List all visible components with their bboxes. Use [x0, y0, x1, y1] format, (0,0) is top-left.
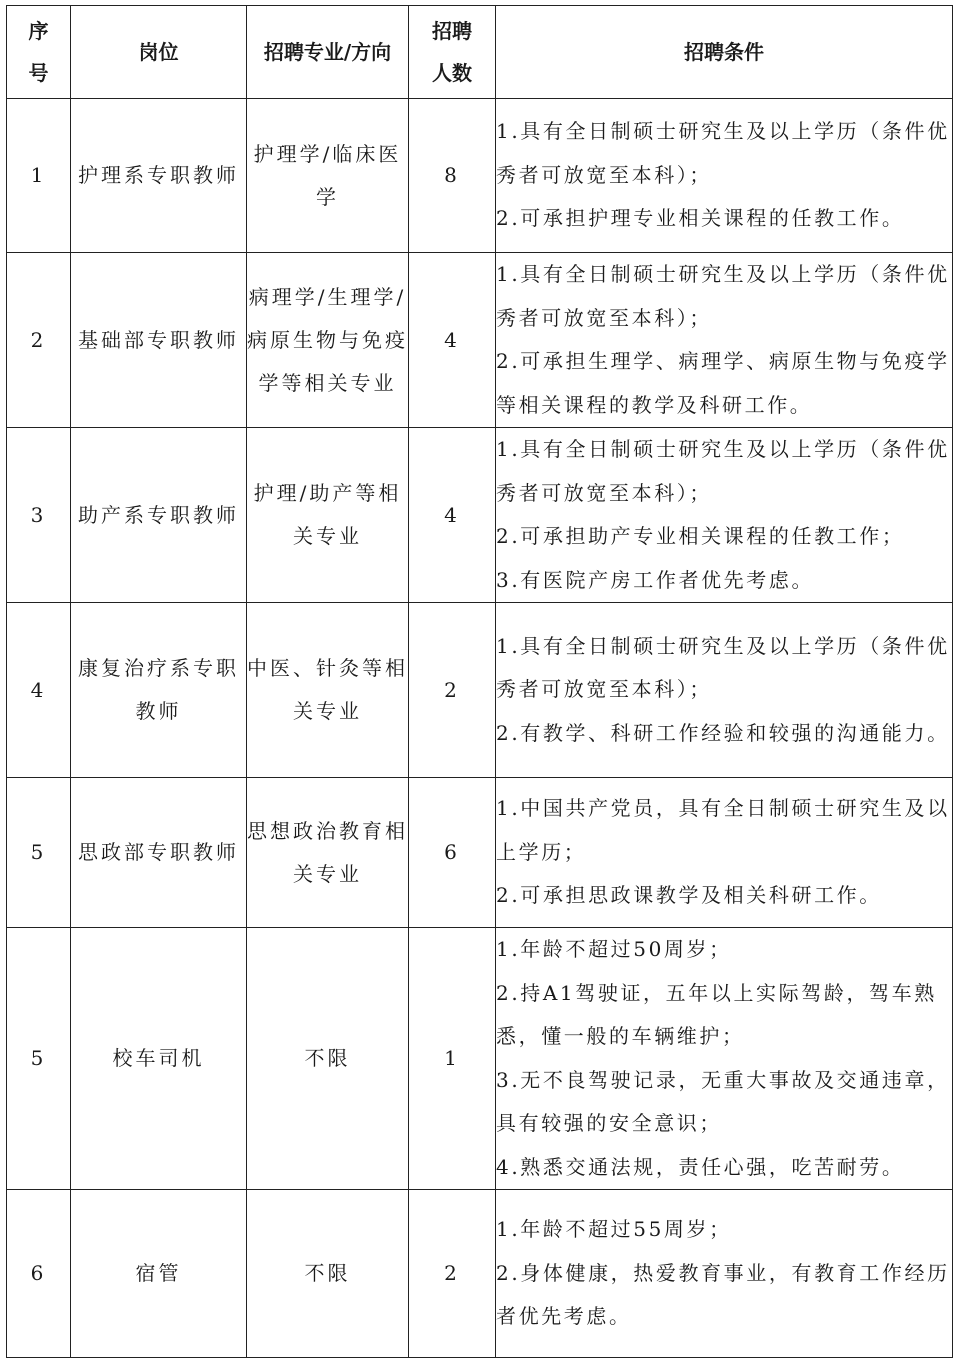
cell-seq: 1 — [7, 99, 71, 253]
header-seq: 序号 — [7, 6, 71, 99]
cell-seq: 2 — [7, 253, 71, 428]
condition-line: 3.无不良驾驶记录，无重大事故及交通违章，具有较强的安全意识； — [496, 1067, 950, 1135]
header-row — [7, 6, 953, 99]
condition-line: 4.熟悉交通法规，责任心强，吃苦耐劳。 — [496, 1154, 905, 1179]
cell-num: 2 — [409, 603, 496, 778]
cell-post: 助产系专职教师 — [71, 428, 247, 603]
cell-cond — [496, 928, 953, 1190]
condition-line: 2.可承担思政课教学及相关科研工作。 — [496, 883, 882, 908]
cell-cond — [496, 778, 953, 928]
condition-line: 2.有教学、科研工作经验和较强的沟通能力。 — [496, 720, 950, 745]
table-row — [7, 928, 953, 1190]
cell-post: 宿管 — [71, 1190, 247, 1358]
cell-cond — [496, 1190, 953, 1358]
cell-major: 病理学/生理学/病原生物与免疫学等相关专业 — [247, 253, 409, 428]
cell-major: 护理/助产等相关专业 — [247, 428, 409, 603]
recruitment-table — [6, 5, 953, 1358]
header-cond: 招聘条件 — [496, 6, 953, 99]
condition-line: 1.具有全日制硕士研究生及以上学历（条件优秀者可放宽至本科）； — [496, 437, 950, 505]
cell-num: 4 — [409, 428, 496, 603]
cell-num: 6 — [409, 778, 496, 928]
table-row — [7, 1190, 953, 1358]
cell-seq: 5 — [7, 928, 71, 1190]
cell-major: 不限 — [247, 928, 409, 1190]
cell-cond — [496, 603, 953, 778]
cell-num: 2 — [409, 1190, 496, 1358]
cell-seq: 4 — [7, 603, 71, 778]
cell-seq: 3 — [7, 428, 71, 603]
cell-major: 中医、针灸等相关专业 — [247, 603, 409, 778]
condition-line: 2.可承担生理学、病理学、病原生物与免疫学等相关课程的教学及科研工作。 — [496, 349, 950, 417]
document-page — [6, 5, 953, 1358]
condition-line: 1.具有全日制硕士研究生及以上学历（条件优秀者可放宽至本科）； — [496, 119, 950, 187]
cell-post: 护理系专职教师 — [71, 99, 247, 253]
table-row — [7, 99, 953, 253]
condition-line: 1.具有全日制硕士研究生及以上学历（条件优秀者可放宽至本科）； — [496, 633, 950, 702]
cell-cond — [496, 428, 953, 603]
condition-line: 2.可承担助产专业相关课程的任教工作； — [496, 524, 905, 548]
cell-cond — [496, 253, 953, 428]
condition-line: 2.身体健康，热爱教育事业，有教育工作经历者优先考虑。 — [496, 1260, 950, 1329]
cell-num: 4 — [409, 253, 496, 428]
cell-post: 校车司机 — [71, 928, 247, 1190]
table-row — [7, 253, 953, 428]
cell-num: 8 — [409, 99, 496, 253]
table-row — [7, 428, 953, 603]
cell-seq: 5 — [7, 778, 71, 928]
condition-line: 2.可承担护理专业相关课程的任教工作。 — [496, 206, 905, 231]
condition-line: 3.有医院产房工作者优先考虑。 — [496, 567, 815, 592]
condition-line: 1.年龄不超过55周岁； — [496, 1217, 732, 1242]
cell-major: 思想政治教育相关专业 — [247, 778, 409, 928]
header-post: 岗位 — [71, 6, 247, 99]
condition-line: 1.年龄不超过50周岁； — [496, 937, 732, 961]
condition-line: 1.具有全日制硕士研究生及以上学历（条件优秀者可放宽至本科）； — [496, 262, 950, 330]
cell-major: 不限 — [247, 1190, 409, 1358]
header-num: 招聘人数 — [409, 6, 496, 99]
cell-num: 1 — [409, 928, 496, 1190]
cell-post: 思政部专职教师 — [71, 778, 247, 928]
cell-post: 康复治疗系专职教师 — [71, 603, 247, 778]
table-row — [7, 778, 953, 928]
condition-line: 2.持A1驾驶证，五年以上实际驾龄，驾车熟悉，懂一般的车辆维护； — [496, 980, 937, 1048]
table-row — [7, 603, 953, 778]
cell-major: 护理学/临床医学 — [247, 99, 409, 253]
cell-post: 基础部专职教师 — [71, 253, 247, 428]
header-major: 招聘专业/方向 — [247, 6, 409, 99]
cell-cond — [496, 99, 953, 253]
cell-seq: 6 — [7, 1190, 71, 1358]
condition-line: 1.中国共产党员，具有全日制硕士研究生及以上学历； — [496, 796, 950, 864]
